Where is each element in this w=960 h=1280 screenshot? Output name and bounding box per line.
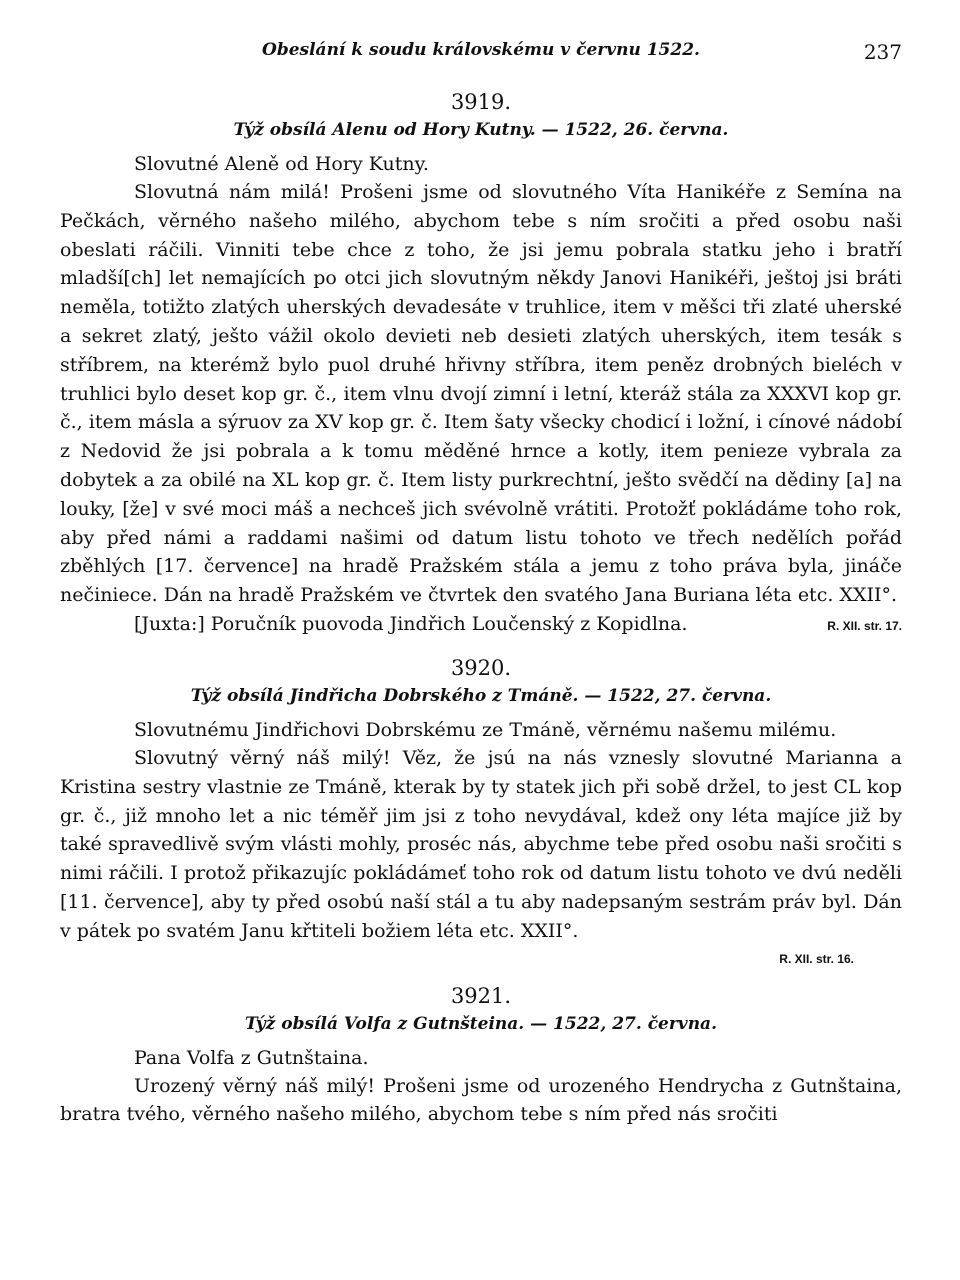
juxta-line — [60, 610, 902, 638]
juxta-note: [Juxta:] Poručník puovoda Jindřich Loučenský z Kopidlna. — [134, 612, 688, 635]
entry-address: Slovutnému Jindřichovi Dobrskému ze Tmáně, věrnému našemu milému. — [134, 718, 837, 741]
entry-body: Slovutný věrný náš milý! Věz, že jsú na nás vznesly slovutné Marianna a Kristina sestry vlastnie ze Tmáně, kterak by ty statek jich při sobě držel, to jest CL kop gr. č., již mnoho let a nic téměř jim jsi z toho nevydával, kdež ony léta majíce již by také spravedlivě svým vlásti mohly, proséc nás, abychme tebe před osobu naši sročiti s nimi ráčili. I protož přikazujíc pokládámeť toho rok od datum listu tohoto ve dvú neděli [11. července], aby ty před osobú naší stál a tu aby nadepsaným sestrám práv byl. Dán v pátek po svatém Janu křtiteli božiem léta etc. XXII°. — [60, 746, 902, 942]
entry-number: 3919. — [450, 90, 512, 114]
running-head — [60, 40, 902, 80]
source-reference: R. XII. str. 16. — [779, 951, 854, 966]
entry-heading: Týž obsílá Jindřicha Dobrského z Tmáně. — 1522, 27. června. — [190, 685, 772, 706]
entry-number: 3921. — [450, 983, 512, 1008]
source-reference: R. XII. str. 17. — [827, 618, 902, 633]
entry-number: 3920. — [450, 655, 512, 680]
entry-3919 — [60, 90, 902, 638]
entry-body: Urozený věrný náš milý! Prošeni jsme od urozeného Hendrycha z Gutnštaina, bratra tvého, věrného našeho milého, abychom tebe s ním před nás sročiti — [60, 1074, 902, 1126]
entry-3920 — [60, 656, 902, 966]
entry-address: Slovutné Aleně od Hory Kutny. — [134, 153, 429, 175]
entry-heading: Týž obsílá Alenu od Hory Kutny. — 1522, 26. června. — [233, 120, 729, 140]
entry-body: Slovutná nám milá! Prošeni jsme od slovutného Víta Hanikéře z Semína na Pečkách, věrného našeho milého, abychom tebe s ním sročiti a před osobu naši obeslati ráčili. Vinniti tebe chce z toho, že jsi jemu pobrala statku jeho i bratří mladší[ch] let nemajících po otci jich slovutným někdy Janovi Hanikéři, ještoj jsi bráti neměla, totižto zlatých uherských devadesáte v truhlice, item v měšci tři zlaté uherské a sekret zlatý, ješto vážil okolo devieti neb desieti zlatých uherských, item tesák s stříbrem, na kterémž bylo puol druhé hřivny stříbra, item peněz drobných bieléch v truhlici bylo deset kop gr. č., item vlnu dvojí zimní i letní, kteráž stála za XXXVI kop gr. č., item másla a sýruov za XV kop gr. č. Item šaty všecky chodicí i ložní, i cínové nádobí z Nedovid že jsi pobrala a k tomu měděné hrnce a kotly, item penieze vybrala za dobytek a za obilé na XL kop gr. č. Item listy purkrechtní, ješto svědčí na dědiny [a] na louky, [že] v své moci máš a nechceš jich svévolně vrátiti. Protožť pokládáme toho rok, aby před námi a raddami našimi od datum listu tohoto ve třech nedělích pořád zběhlých [17. července] na hradě Pražském stála a jemu z toho práva byla, jináče nečiniece. Dán na hradě Pražském ve čtvrtek den svatého Jana Buriana léta etc. XXII°. — [60, 181, 902, 607]
page — [60, 40, 902, 1129]
entry-heading: Týž obsílá Volfa z Gutnšteina. — 1522, 27. června. — [245, 1013, 717, 1034]
entry-address: Pana Volfa z Gutnštaina. — [134, 1046, 369, 1069]
entry-body-wrap — [60, 744, 902, 966]
entry-3921 — [60, 984, 902, 1130]
running-title: Obeslání k soudu královskému v červnu 1522. — [262, 40, 700, 60]
page-number: 237 — [863, 40, 902, 64]
